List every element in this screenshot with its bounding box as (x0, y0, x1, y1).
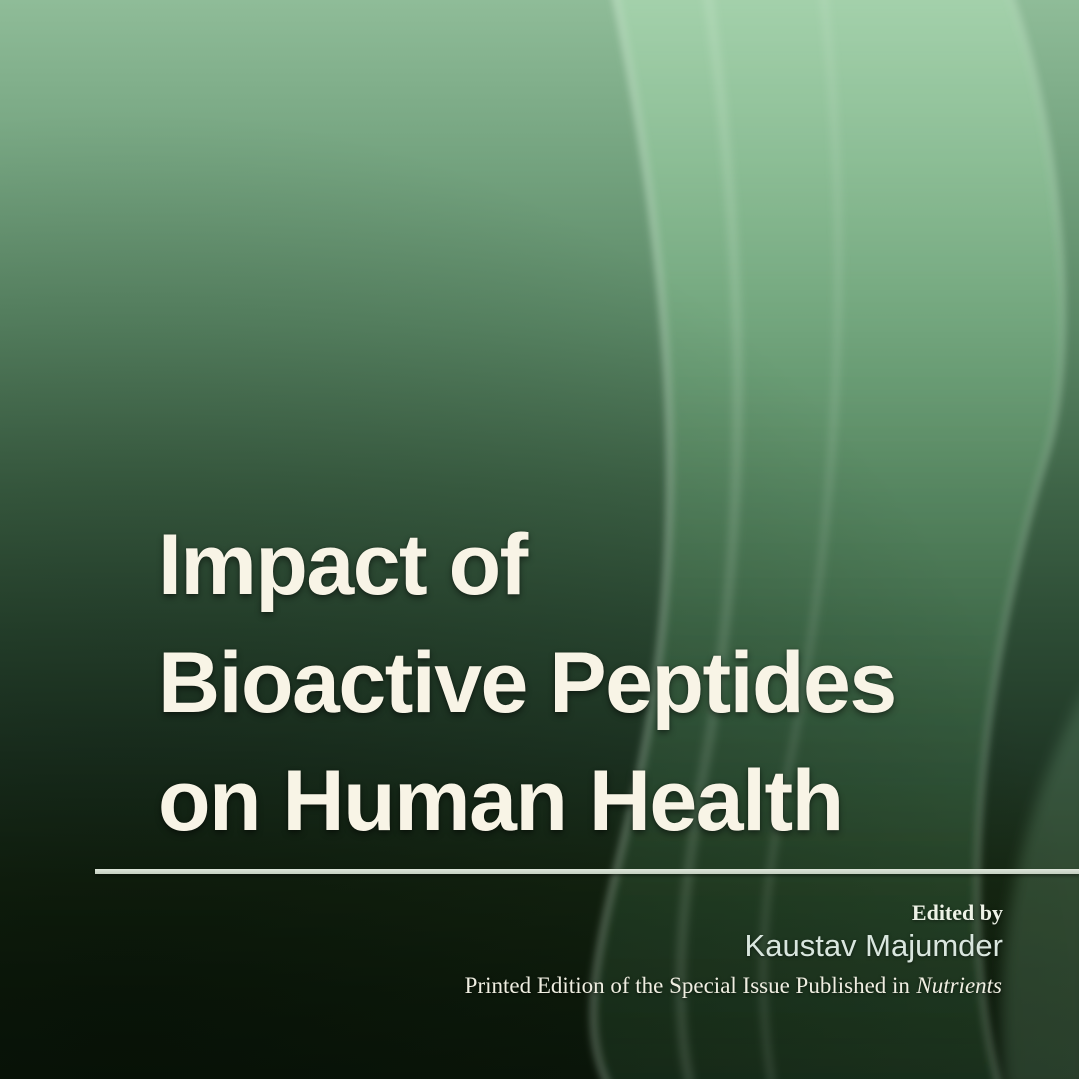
editor-name: Kaustav Majumder (744, 928, 1003, 963)
book-title (158, 506, 896, 860)
edited-by-label: Edited by (911, 900, 1003, 925)
editor-credits (745, 900, 1003, 964)
imprint-prefix: Printed Edition of the Special Issue Published in (464, 973, 910, 998)
journal-name: Nutrients (916, 973, 1002, 998)
divider-rule (95, 869, 1079, 874)
imprint-line (465, 972, 1002, 1000)
title-line-1: Impact of (158, 517, 527, 613)
title-line-3: on Human Health (158, 753, 843, 849)
title-line-2: Bioactive Peptides (158, 635, 896, 731)
